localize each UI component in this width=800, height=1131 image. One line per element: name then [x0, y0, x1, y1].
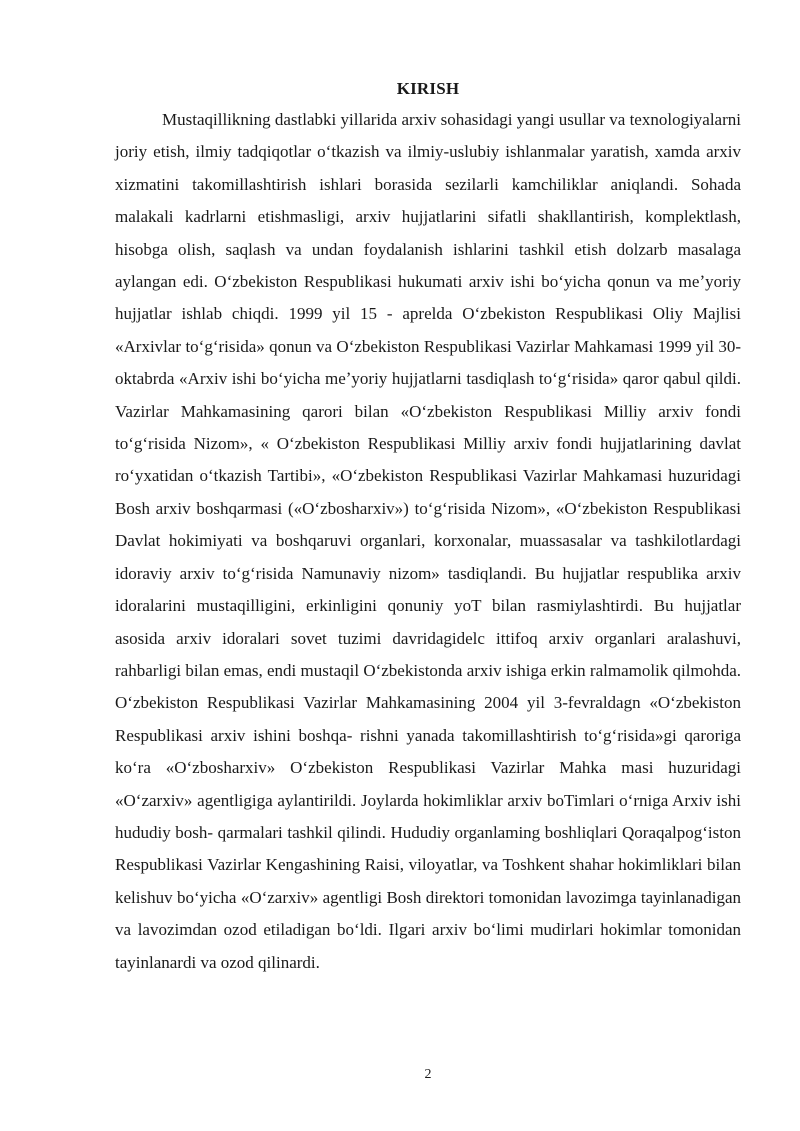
page-number: 2 [424, 1067, 432, 1082]
section-heading: KIRISH [396, 79, 460, 98]
body-paragraph: Mustaqillikning dastlabki yillarida arxiv sohasidagi yangi usullar va texnologiyalarni joriy etish, ilmiy tadqiqotlar oʻtkazish va ilmiy-uslubiy ishlanmalar yaratish, xamda arxiv xizmatini takomillashtirish ishlari borasida sezilarli kamchiliklar aniqlandi. Sohada malakali kadrlarni etishmasligi, arxiv hujjatlarini sifatli shakllantirish, komplektlash, hisobga olish, saqlash va undan foydalanish ishlarini tashkil etish dolzarb masalaga aylangan edi. Oʻzbekiston Respublikasi hukumati arxiv ishi boʻyicha qonun va meʼyoriy hujjatlar ishlab chiqdi. 1999 yil 15 - aprelda Oʻzbekiston Respublikasi Oliy Majlisi «Arxivlar toʻgʻrisida» qonun va Oʻzbekiston Respublikasi Vazirlar Mahkamasi 1999 yil 30-oktabrda «Arxiv ishi boʻyicha meʼyoriy hujjatlarni tasdiqlash toʻgʻrisida» qaror qabul qildi. Vazirlar Mahkamasining qarori bilan «Oʻzbekiston Respublikasi Milliy arxiv fondi toʻgʻrisida Nizom», « Oʻzbekiston Respublikasi Milliy arxiv fondi hujjatlarining davlat roʻyxatidan oʻtkazish Tartibi», «Oʻzbekiston Respublikasi Vazirlar Mahkamasi huzuridagi Bosh arxiv boshqarmasi («Oʻzbosharxiv») toʻgʻrisida Nizom», «Oʻzbekiston Respublikasi Davlat hokimiyati va boshqaruvi organlari, korxonalar, muassasalar va tashkilotlardagi idoraviy arxiv toʻgʻrisida Namunaviy nizom» tasdiqlandi. Bu hujjatlar respublika arxiv idoralarini mustaqilligini, erkinligini qonuniy yoT bilan rasmiylashtirdi. Bu hujjatlar asosida arxiv idoralari sovet tuzimi davridagidelc ittifoq arxiv organlari aralashuvi, rahbarligi bilan emas, endi mustaqil Oʻzbekistonda arxiv ishiga erkin ralmamolik qilmohda. Oʻzbekiston Respublikasi Vazirlar Mahkamasining 2004 yil 3-fevraldagn «Oʻzbekiston Respublikasi arxiv ishini boshqa- rishni yanada takomillashtirish toʻgʻrisida»gi qaroriga koʻra «Oʻzbosharxiv» Oʻzbekiston Respublikasi Vazirlar Mahka masi huzuridagi «Oʻzarxiv» agentligiga aylantirildi. Joylarda hokimliklar arxiv boTimlari oʻrniga Arxiv ishi hududiy bosh- qarmalari tashkil qilindi. Hududiy organlaming boshliqlari Qoraqalpogʻiston Respublikasi Vazirlar Kengashining Raisi, viloyatlar, va Toshkent shahar hokimliklari bilan kelishuv boʻyicha «Oʻzarxiv» agentligi Bosh direktori tomonidan lavozimga tayinlanadigan va lavozimdan ozod etiladigan boʻldi. Ilgari arxiv boʻlimi mudirlari hokimlar tomonidan tayinlanardi va ozod qilinardi. [115, 110, 742, 972]
